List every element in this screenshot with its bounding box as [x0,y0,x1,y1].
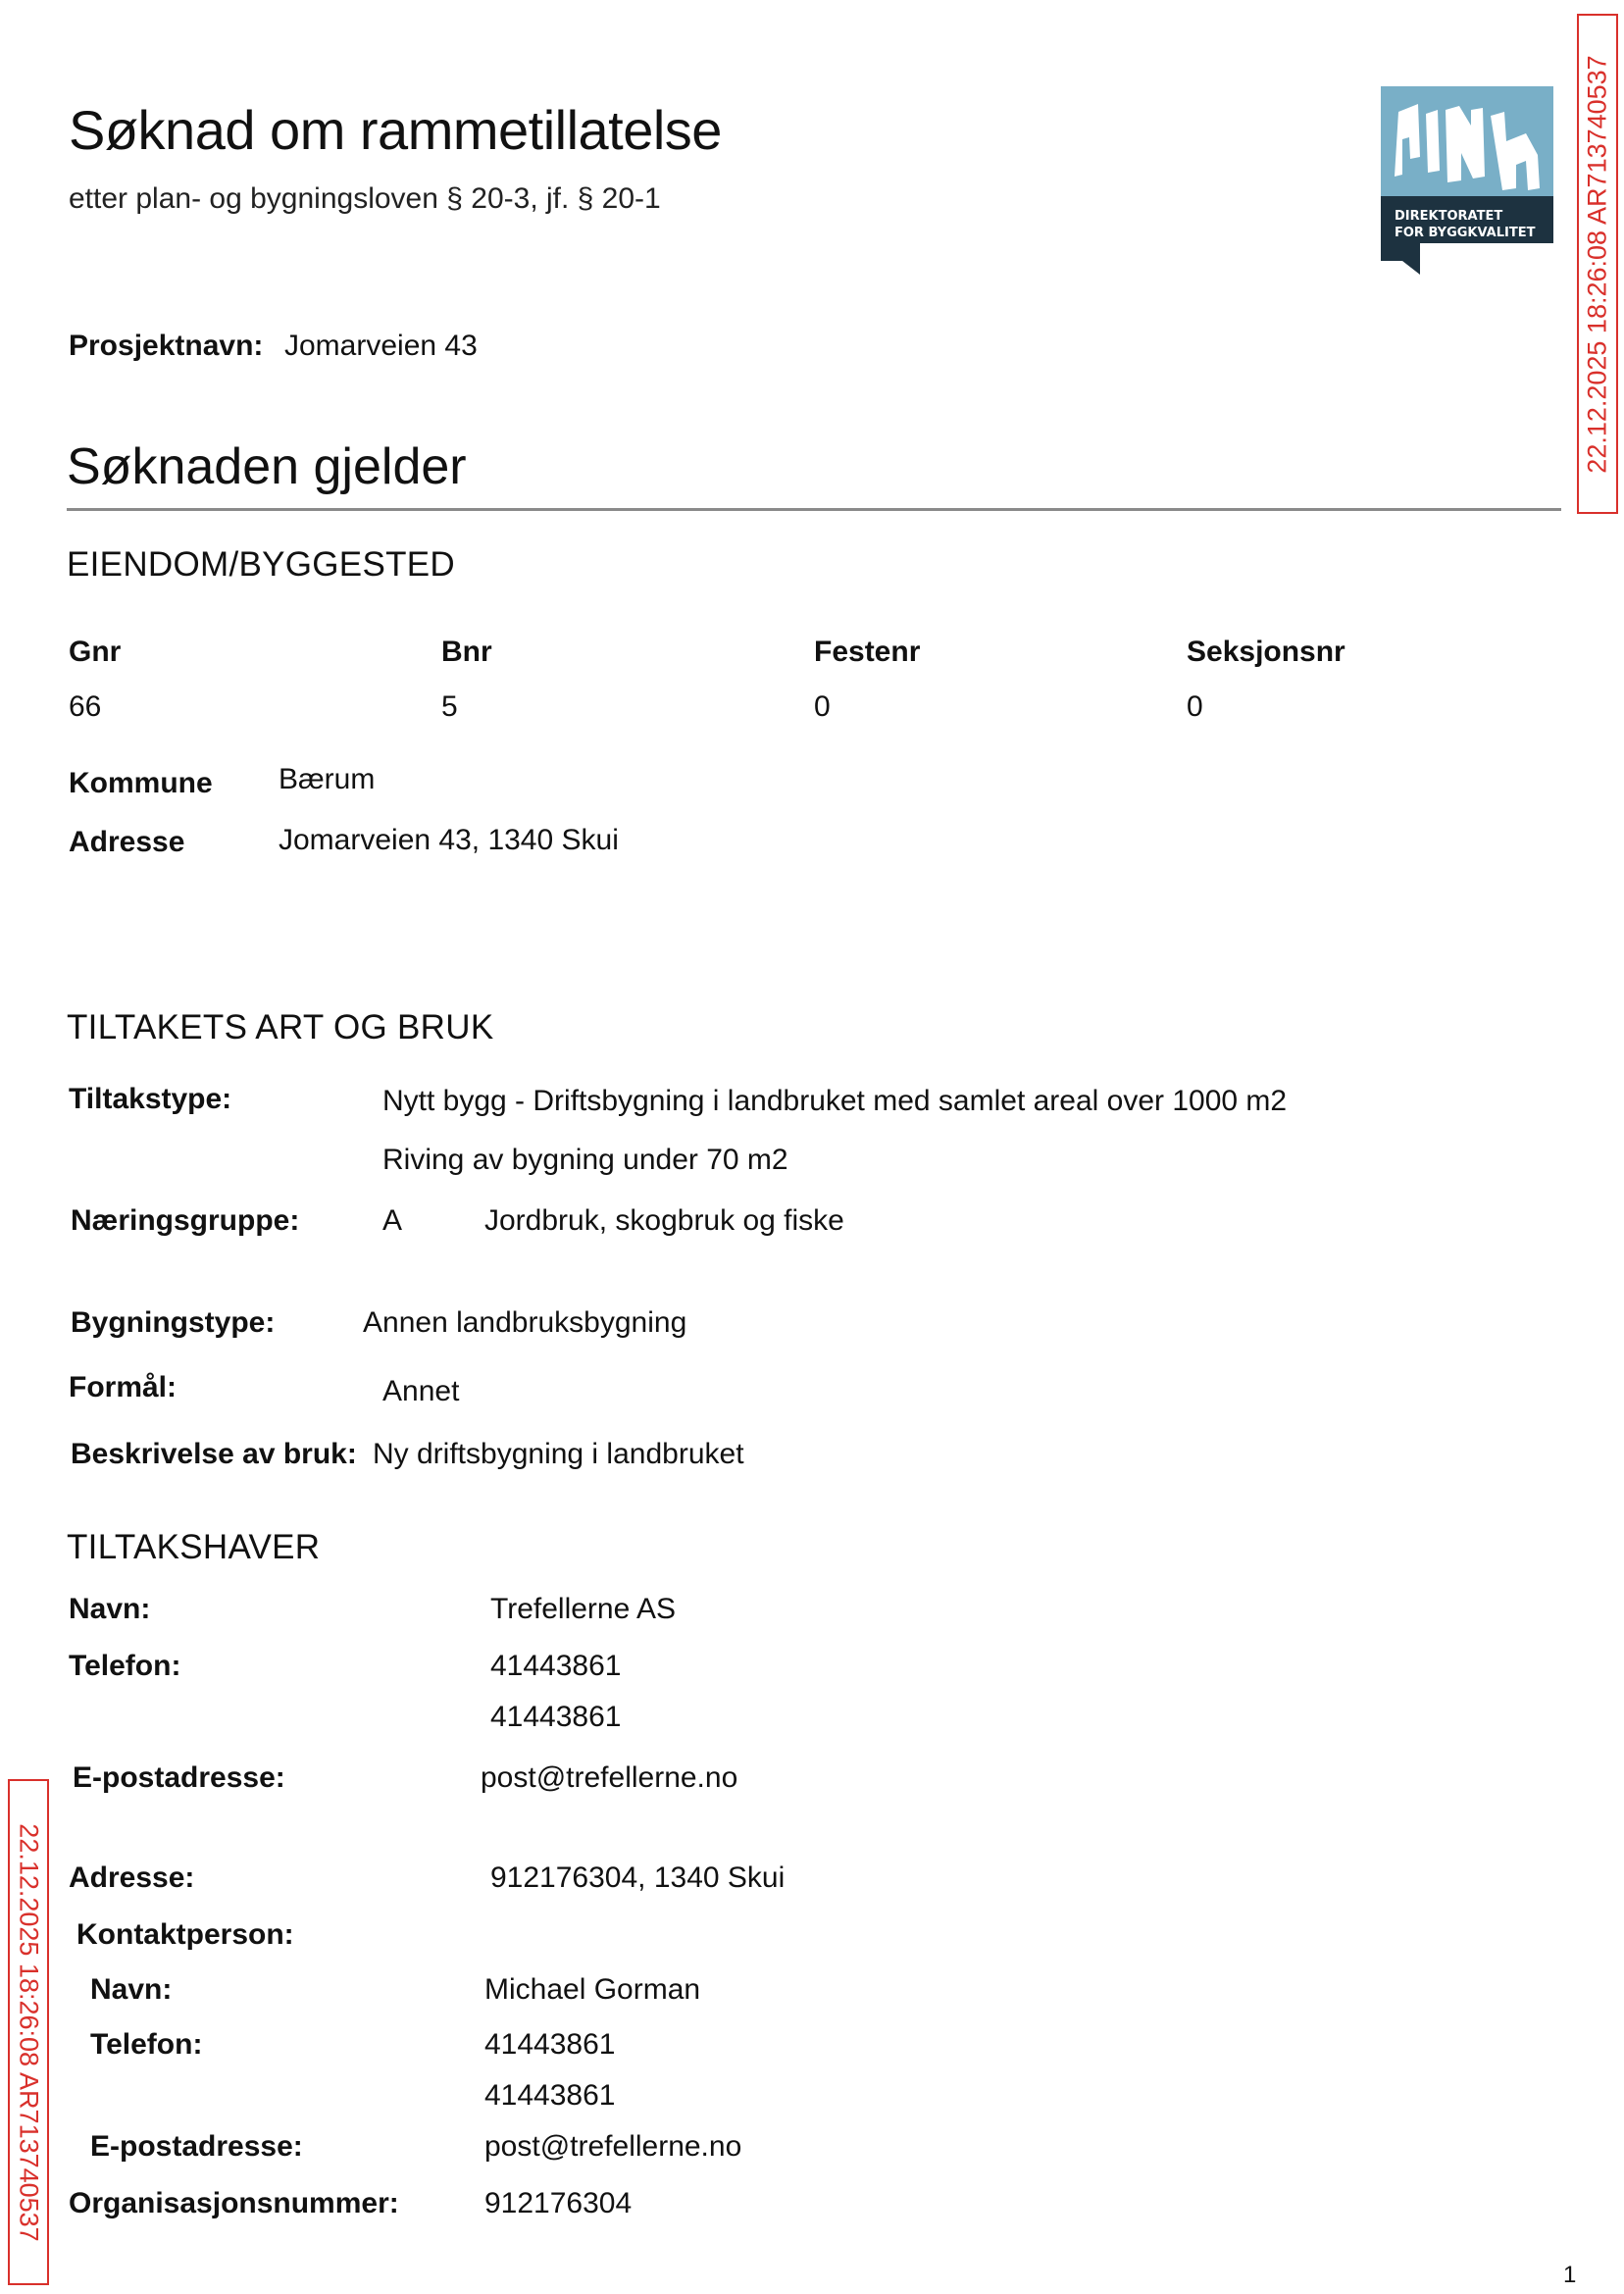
tiltak-heading: TILTAKETS ART OG BRUK [67,1008,494,1046]
bygningstype-label: Bygningstype: [71,1306,276,1339]
kontakt-navn-value: Michael Gorman [484,1973,701,2006]
kontakt-epost-value: post@trefellerne.no [484,2130,742,2163]
adresse-label: Adresse [69,826,185,858]
kontakt-telefon-value: 41443861 [484,2079,616,2112]
section-title: Søknaden gjelder [67,438,467,495]
timestamp-stamp: 22.12.2025 18:26:08 AR713740537 [8,1779,49,2285]
navn-value: Trefellerne AS [490,1593,676,1625]
bnr-value: 5 [441,690,458,723]
tiltakshaver-adresse-value: 912176304, 1340 Skui [490,1861,786,1894]
telefon-value: 41443861 [490,1701,622,1733]
eiendom-heading: EIENDOM/BYGGESTED [67,545,455,584]
telefon-value: 41443861 [490,1650,622,1682]
bygningstype-value: Annen landbruksbygning [363,1306,687,1339]
seksjonsnr-label: Seksjonsnr [1187,636,1345,668]
logo-line-1: DIREKTORATET [1395,209,1503,224]
epost-value: post@trefellerne.no [481,1761,738,1794]
epost-label: E-postadresse: [73,1761,285,1794]
formal-label: Formål: [69,1371,178,1403]
section-divider [67,508,1561,511]
tiltakstype-label: Tiltakstype: [69,1083,232,1115]
gnr-value: 66 [69,690,102,723]
festenr-label: Festenr [814,636,921,668]
tiltakshaver-heading: TILTAKSHAVER [67,1528,321,1566]
bnr-label: Bnr [441,636,492,668]
seksjonsnr-value: 0 [1187,690,1203,723]
project-name-value: Jomarveien 43 [284,330,478,362]
beskrivelse-value: Ny driftsbygning i landbruket [373,1438,744,1470]
kontakt-navn-label: Navn: [90,1973,173,2006]
kontakt-telefon-label: Telefon: [90,2028,203,2061]
page-subtitle: etter plan- og bygningsloven § 20-3, jf. § 20-1 [69,182,661,215]
kontakt-telefon-value: 41443861 [484,2028,616,2061]
kommune-value: Bærum [279,763,376,795]
kommune-label: Kommune [69,767,213,799]
dibk-logo-icon [1381,86,1553,275]
formal-value: Annet [382,1375,460,1407]
orgnr-value: 912176304 [484,2187,633,2219]
navn-label: Navn: [69,1593,151,1625]
project-name-label: Prosjektnavn: [69,330,264,362]
orgnr-label: Organisasjonsnummer: [69,2187,399,2219]
tiltakshaver-adresse-label: Adresse: [69,1861,195,1894]
naeringsgruppe-value: Jordbruk, skogbruk og fiske [484,1204,844,1237]
naeringsgruppe-label: Næringsgruppe: [71,1204,300,1237]
gnr-label: Gnr [69,636,122,668]
adresse-value: Jomarveien 43, 1340 Skui [279,824,619,856]
naeringsgruppe-code: A [382,1204,403,1237]
tiltakstype-value: Nytt bygg - Driftsbygning i landbruket med samlet areal over 1000 m2 [382,1085,1288,1117]
festenr-value: 0 [814,690,831,723]
kontakt-epost-label: E-postadresse: [90,2130,303,2163]
kontaktperson-label: Kontaktperson: [76,1918,294,1951]
tiltakstype-value: Riving av bygning under 70 m2 [382,1144,788,1176]
timestamp-stamp: 22.12.2025 18:26:08 AR713740537 [1577,14,1618,514]
logo-line-2: FOR BYGGKVALITET [1395,226,1536,240]
page-title: Søknad om rammetillatelse [69,99,722,161]
page-number: 1 [1563,2262,1577,2288]
telefon-label: Telefon: [69,1650,181,1682]
beskrivelse-label: Beskrivelse av bruk: [71,1438,357,1470]
